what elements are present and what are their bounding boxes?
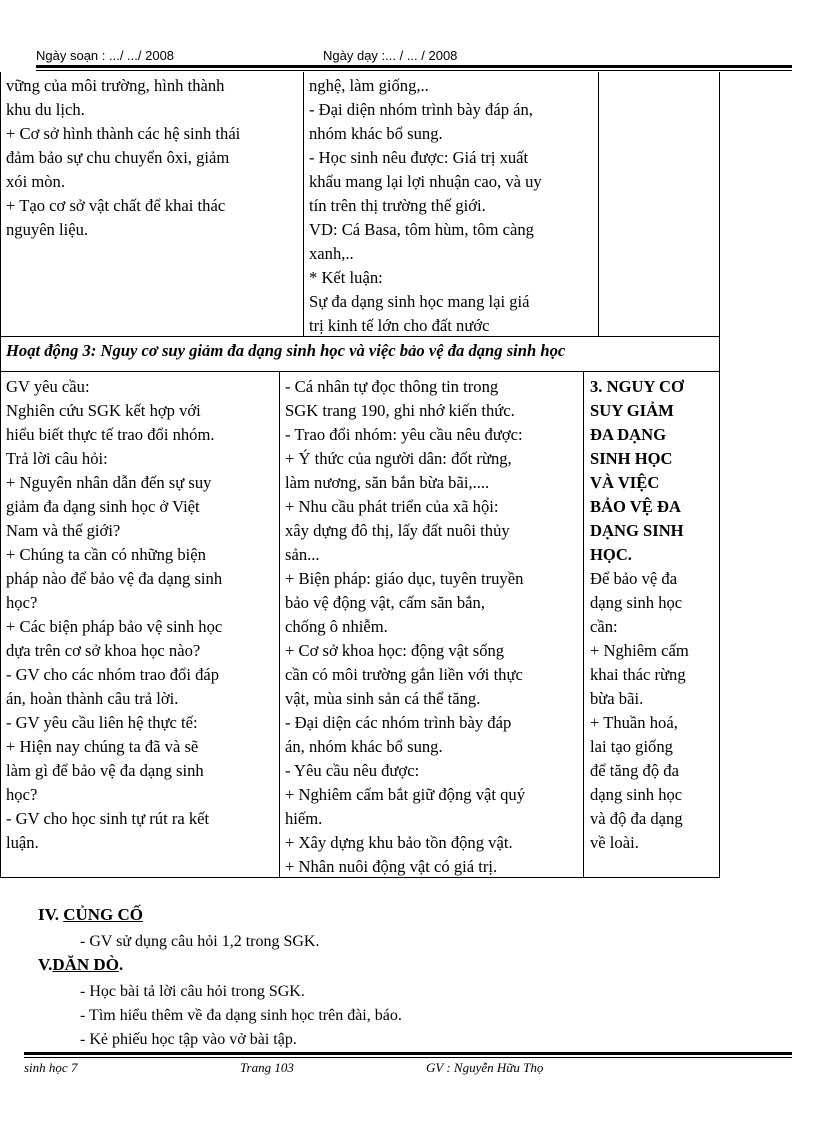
header-rule	[36, 65, 792, 71]
text-line: làm nương, săn bắn bừa bãi,....	[285, 473, 490, 492]
text-line: + Nguyên nhân dẫn đến sự suy	[6, 473, 212, 492]
top-col2	[309, 74, 591, 338]
text-line: về loài.	[590, 833, 639, 852]
text-line: - Cá nhân tự đọc thông tin trong	[285, 377, 499, 396]
text-line: và độ đa dạng	[590, 809, 683, 828]
text-line: Trả lời câu hỏi:	[6, 449, 108, 468]
top-col1	[6, 74, 296, 242]
text-line: cần có môi trường gắn liền với thực	[285, 665, 523, 684]
section4-items	[80, 930, 319, 954]
text-line: cần:	[590, 617, 618, 636]
text-line: + Nhân nuôi động vật có giá trị.	[285, 857, 498, 876]
text-line: chống ô nhiễm.	[285, 617, 388, 636]
heading-line: BẢO VỆ ĐA	[590, 497, 681, 516]
activity3-title: Hoạt động 3: Nguy cơ suy giảm đa dạng sinh học và việc bảo vệ đa dạng sinh học	[6, 341, 566, 360]
act3-divider-2	[583, 371, 584, 878]
text-line: GV yêu cầu:	[6, 377, 90, 396]
top-divider-2	[598, 72, 599, 336]
list-item: - Kẻ phiếu học tập vào vở bài tập.	[80, 1031, 297, 1048]
text-line: - GV cho học sinh tự rút ra kết	[6, 809, 210, 828]
text-line: + Các biện pháp bảo vệ sinh học	[6, 617, 223, 636]
text-line: giảm đa dạng sinh học ở Việt	[6, 497, 200, 516]
text-line: nhóm khác bổ sung.	[309, 124, 443, 143]
section5-title: DĂN DÒ	[52, 955, 119, 974]
heading-line: VÀ VIỆC	[590, 473, 660, 492]
text-line: khai thác rừng	[590, 665, 686, 684]
text-line: * Kết luận:	[309, 268, 383, 287]
text-line: - GV yêu cầu liên hệ thực tế:	[6, 713, 198, 732]
text-line: Nghiên cứu SGK kết hợp với	[6, 401, 201, 420]
section5-number: V.	[38, 955, 53, 974]
act3-col-teacher	[6, 375, 273, 855]
section4-number: IV.	[38, 905, 59, 924]
act3-divider-1	[279, 371, 280, 878]
section5-items	[80, 980, 402, 1052]
section3-heading	[590, 375, 712, 567]
text-line: + Hiện nay chúng ta đã và sẽ	[6, 737, 199, 756]
heading-line: ĐA DẠNG	[590, 425, 667, 444]
list-item: - Tìm hiểu thêm về đa dạng sinh học trên đài, báo.	[80, 1007, 402, 1024]
text-line: + Chúng ta cần có những biện	[6, 545, 206, 564]
text-line: xây dựng đô thị, lấy đất nuôi thủy	[285, 521, 510, 540]
text-line: SGK trang 190, ghi nhớ kiến thức.	[285, 401, 515, 420]
table-border-left	[0, 72, 1, 878]
act3-col-content	[590, 375, 712, 855]
text-line: đảm bảo sự chu chuyển ôxi, giảm	[6, 148, 230, 167]
text-line: xói mòn.	[6, 172, 66, 191]
section5-suffix: .	[118, 955, 124, 974]
text-line: - Trao đổi nhóm: yêu cầu nêu được:	[285, 425, 523, 444]
text-line: bảo vệ động vật, cấm săn bắn,	[285, 593, 485, 612]
footer-subject: sinh học 7	[24, 1060, 78, 1075]
table-border-right	[719, 72, 720, 878]
text-line: + Xây dựng khu bảo tồn động vật.	[285, 833, 513, 852]
text-line: - GV cho các nhóm trao đổi đáp	[6, 665, 220, 684]
page-header	[36, 46, 792, 66]
text-line: dựa trên cơ sở khoa học nào?	[6, 641, 201, 660]
footer-rule	[24, 1052, 792, 1058]
text-line: án, nhóm khác bổ sung.	[285, 737, 443, 756]
text-line: Để bảo vệ đa	[590, 569, 678, 588]
text-line: học?	[6, 593, 38, 612]
footer-teacher: GV : Nguyễn Hữu Thọ	[426, 1060, 544, 1075]
text-line: tín trên thị trường thế giới.	[309, 196, 486, 215]
text-line: lai tạo giống	[590, 737, 673, 756]
section3-body	[590, 567, 712, 855]
footer-page: Trang 103	[240, 1060, 294, 1075]
text-line: án, hoàn thành câu trả lời.	[6, 689, 179, 708]
text-line: + Thuần hoá,	[590, 713, 678, 732]
act3-col-student	[285, 375, 577, 879]
section4-title: CỦNG CỐ	[63, 905, 144, 924]
section5-heading	[38, 955, 123, 975]
top-divider-1	[303, 72, 304, 336]
text-line: bừa bãi.	[590, 689, 644, 708]
heading-line: 3. NGUY CƠ	[590, 377, 684, 396]
text-line: học?	[6, 785, 38, 804]
text-line: vật, mùa sinh sản cá thể tăng.	[285, 689, 481, 708]
text-line: + Cơ sở hình thành các hệ sinh thái	[6, 124, 241, 143]
text-line: - Đại diện nhóm trình bày đáp án,	[309, 100, 533, 119]
heading-line: DẠNG SINH	[590, 521, 684, 540]
text-line: khẩu mang lại lợi nhuận cao, và uy	[309, 172, 542, 191]
text-line: VD: Cá Basa, tôm hùm, tôm càng	[309, 220, 534, 239]
heading-line: HỌC.	[590, 545, 632, 564]
text-line: + Tạo cơ sở vật chất để khai thác	[6, 196, 226, 215]
row-line-2	[0, 371, 720, 372]
text-line: - Học sinh nêu được: Giá trị xuất	[309, 148, 529, 167]
list-item: - Học bài tả lời câu hỏi trong SGK.	[80, 983, 305, 1000]
section4-heading	[38, 905, 143, 925]
prep-date: Ngày soạn : .../ .../ 2008	[36, 48, 175, 63]
text-line: để tăng độ đa	[590, 761, 679, 780]
text-line: nghệ, làm giống,..	[309, 76, 429, 95]
text-line: Nam và thế giới?	[6, 521, 121, 540]
teach-date: Ngày dạy :... / ... / 2008	[323, 48, 458, 63]
text-line: Sự đa dạng sinh học mang lại giá	[309, 292, 530, 311]
text-line: dạng sinh học	[590, 593, 683, 612]
text-line: hiếm.	[285, 809, 323, 828]
text-line: sản...	[285, 545, 320, 564]
text-line: - Yêu cầu nêu được:	[285, 761, 420, 780]
text-line: hiểu biết thực tế trao đổi nhóm.	[6, 425, 215, 444]
text-line: + Nghiêm cấm	[590, 641, 689, 660]
text-line: luận.	[6, 833, 39, 852]
text-line: dạng sinh học	[590, 785, 683, 804]
heading-line: SINH HỌC	[590, 449, 673, 468]
list-item: - GV sử dụng câu hỏi 1,2 trong SGK.	[80, 933, 320, 950]
text-line: pháp nào để bảo vệ đa dạng sinh	[6, 569, 223, 588]
text-line: + Cơ sở khoa học: động vật sống	[285, 641, 505, 660]
text-line: + Nghiêm cấm bắt giữ động vật quý	[285, 785, 526, 804]
text-line: + Ý thức của người dân: đốt rừng,	[285, 449, 512, 468]
text-line: làm gì để bảo vệ đa dạng sinh	[6, 761, 204, 780]
text-line: trị kinh tế lớn cho đất nước	[309, 316, 490, 335]
text-line: - Đại diện các nhóm trình bày đáp	[285, 713, 512, 732]
text-line: vững của môi trường, hình thành	[6, 76, 225, 95]
text-line: xanh,..	[309, 244, 354, 263]
text-line: khu du lịch.	[6, 100, 85, 119]
text-line: nguyên liệu.	[6, 220, 89, 239]
text-line: + Nhu cầu phát triển của xã hội:	[285, 497, 499, 516]
text-line: + Biện pháp: giáo dục, tuyên truyền	[285, 569, 524, 588]
heading-line: SUY GIẢM	[590, 401, 674, 420]
